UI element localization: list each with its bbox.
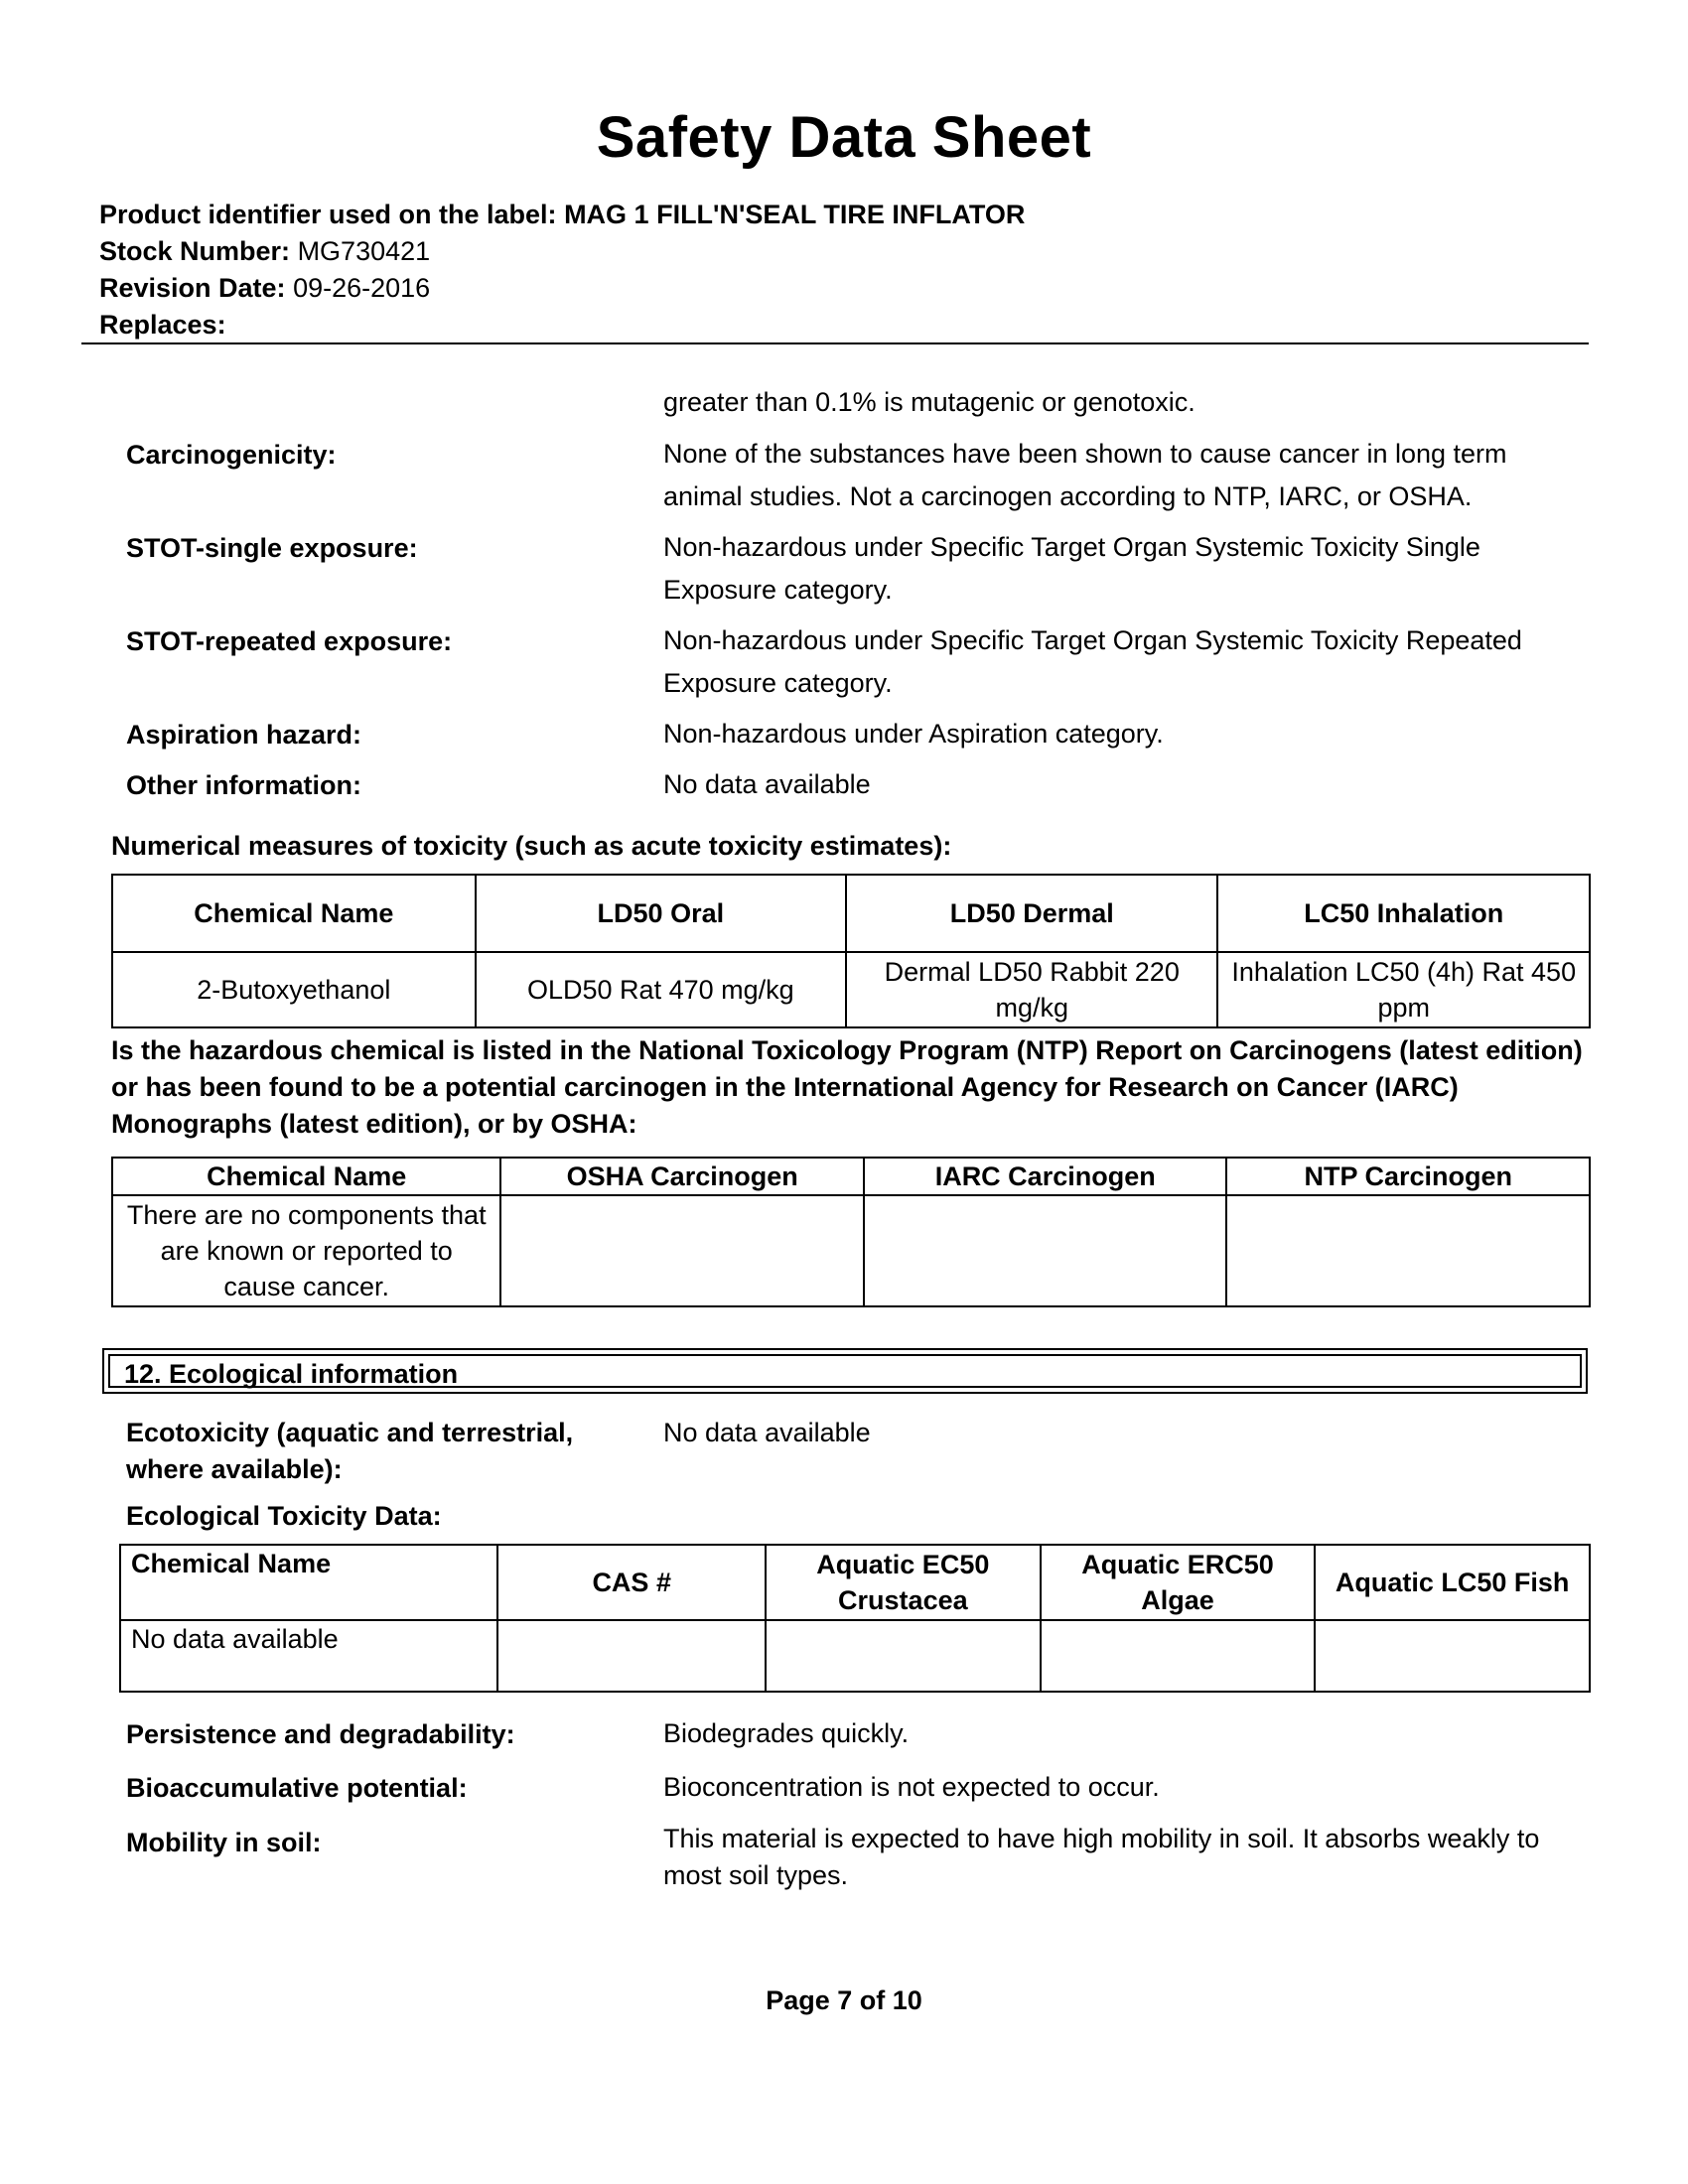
stot-single-value: Non-hazardous under Specific Target Organ Systemic Toxicity Single Exposure category. [663, 532, 1480, 605]
stock-number [99, 233, 430, 270]
stot-repeated-label: STOT-repeated exposure: [126, 626, 453, 656]
table-header-row [112, 1158, 1590, 1195]
table-cell: No data available [120, 1620, 497, 1692]
stock-number-label: Stock Number: [99, 236, 291, 266]
other-information-value: No data available [663, 769, 871, 799]
table-header-cell: CAS # [497, 1545, 766, 1620]
aspiration-hazard-label: Aspiration hazard: [126, 720, 362, 750]
table-header-cell: Chemical Name [120, 1545, 497, 1620]
carcinogenicity-value: None of the substances have been shown to cause cancer in long term animal studies. Not a carcinogen according to NTP, IARC, or OSHA. [663, 439, 1507, 511]
stot-repeated-value: Non-hazardous under Specific Target Organ Systemic Toxicity Repeated Exposure category. [663, 625, 1522, 698]
table-header-cell: LD50 Dermal [846, 875, 1217, 952]
product-identifier-label: Product identifier used on the label: [99, 200, 557, 229]
numerical-measures-heading: Numerical measures of toxicity (such as acute toxicity estimates): [111, 831, 952, 861]
carcinogen-table [111, 1157, 1591, 1307]
aspiration-hazard-value: Non-hazardous under Aspiration category. [663, 719, 1164, 749]
table-header-cell: Aquatic EC50 Crustacea [766, 1545, 1041, 1620]
other-information-label: Other information: [126, 770, 361, 800]
table-cell [1226, 1195, 1590, 1306]
table-cell [1315, 1620, 1590, 1692]
table-header-cell: IARC Carcinogen [864, 1158, 1227, 1195]
table-header-cell: NTP Carcinogen [1226, 1158, 1590, 1195]
table-header-cell: LC50 Inhalation [1217, 875, 1590, 952]
table-cell: Inhalation LC50 (4h) Rat 450 ppm [1217, 952, 1590, 1027]
product-identifier [99, 197, 1025, 233]
section-12-header-inner [108, 1354, 1582, 1388]
table-header-cell: OSHA Carcinogen [500, 1158, 864, 1195]
table-cell [497, 1620, 766, 1692]
ecotoxicity-value: No data available [663, 1418, 871, 1447]
bioaccumulative-value: Bioconcentration is not expected to occur. [663, 1772, 1160, 1802]
table-cell: 2-Butoxyethanol [112, 952, 476, 1027]
table-header-cell: Aquatic ERC50 Algae [1041, 1545, 1316, 1620]
table-header-cell: LD50 Oral [476, 875, 846, 952]
section-12-header [102, 1348, 1588, 1394]
table-header-cell: Chemical Name [112, 875, 476, 952]
revision-date [99, 270, 430, 307]
table-cell [864, 1195, 1227, 1306]
table-cell [1041, 1620, 1316, 1692]
header-divider [81, 342, 1589, 344]
bioaccumulative-label: Bioaccumulative potential: [126, 1773, 468, 1803]
stock-number-value: MG730421 [297, 236, 431, 266]
table-row [120, 1620, 1590, 1692]
product-identifier-value: MAG 1 FILL'N'SEAL TIRE INFLATOR [564, 200, 1026, 229]
table-cell: There are no components that are known or reported to cause cancer. [112, 1195, 500, 1306]
table-row [112, 1195, 1590, 1306]
eco-data-heading: Ecological Toxicity Data: [126, 1501, 442, 1531]
persistence-label: Persistence and degradability: [126, 1719, 515, 1749]
table-header-row [112, 875, 1590, 952]
section-12-title: 12. Ecological information [124, 1359, 459, 1389]
eco-toxicity-table [119, 1544, 1591, 1693]
replaces-label: Replaces: [99, 310, 226, 340]
ecotoxicity-label: Ecotoxicity (aquatic and terrestrial, where available): [126, 1418, 574, 1484]
replaces [99, 307, 226, 343]
stot-single-label: STOT-single exposure: [126, 533, 418, 563]
table-cell [500, 1195, 864, 1306]
toxicology-continuation: greater than 0.1% is mutagenic or genotoxic. [663, 387, 1196, 417]
table-header-cell: Chemical Name [112, 1158, 500, 1195]
carcinogen-question: Is the hazardous chemical is listed in the National Toxicology Program (NTP) Report on Carcinogens (latest edition) or has been found to be a potential carcinogen in the International Agency for Research on Cancer (IARC) Monographs (latest edition), or by OSHA: [111, 1035, 1583, 1139]
table-cell [766, 1620, 1041, 1692]
revision-date-label: Revision Date: [99, 273, 286, 303]
carcinogenicity-label: Carcinogenicity: [126, 440, 337, 470]
page-title: Safety Data Sheet [596, 105, 1092, 170]
table-header-cell: Aquatic LC50 Fish [1315, 1545, 1590, 1620]
mobility-in-soil-label: Mobility in soil: [126, 1828, 322, 1857]
table-cell: Dermal LD50 Rabbit 220 mg/kg [846, 952, 1217, 1027]
page-number: Page 7 of 10 [766, 1985, 922, 2015]
mobility-in-soil-value: This material is expected to have high mobility in soil. It absorbs weakly to most soil types. [663, 1824, 1540, 1890]
table-header-row [120, 1545, 1590, 1620]
persistence-value: Biodegrades quickly. [663, 1718, 910, 1748]
table-cell: OLD50 Rat 470 mg/kg [476, 952, 846, 1027]
revision-date-value: 09-26-2016 [293, 273, 431, 303]
toxicity-table [111, 874, 1591, 1028]
table-row [112, 952, 1590, 1027]
